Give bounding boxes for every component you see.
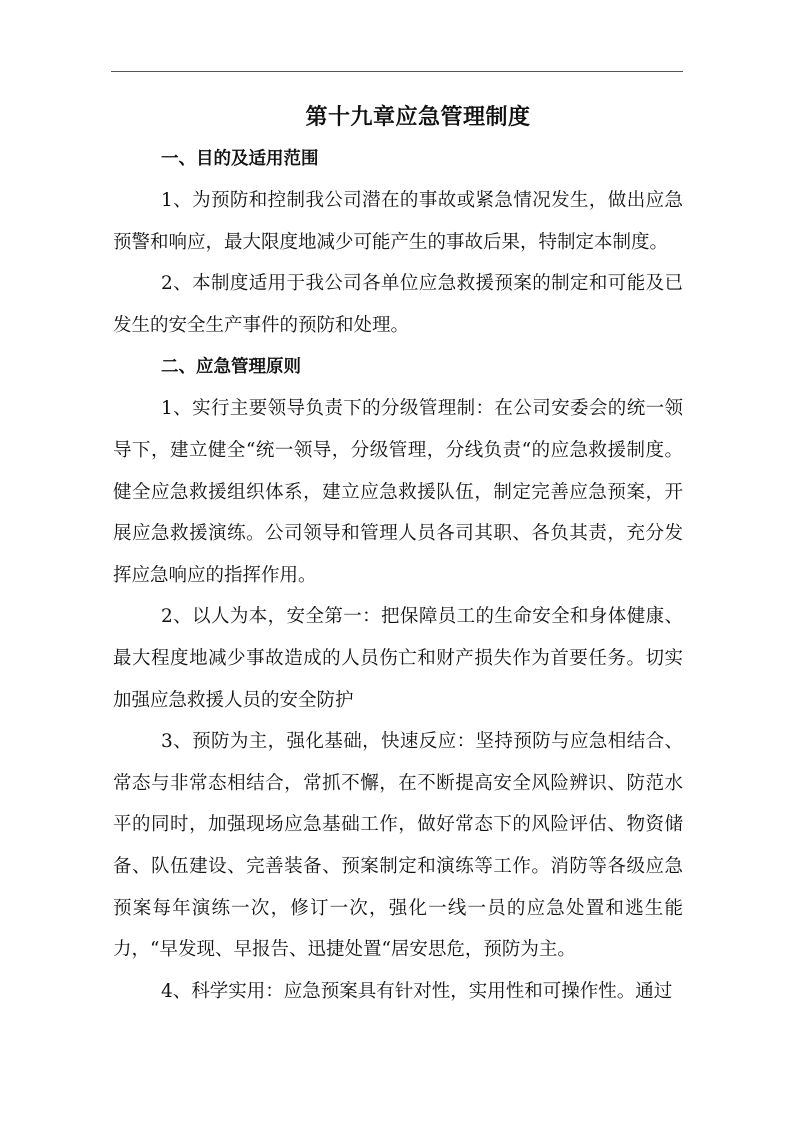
document-title: 第十九章应急管理制度 <box>305 104 531 130</box>
section-principles <box>113 346 683 1012</box>
paragraph: 2、本制度适用于我公司各单位应急救援预案的制定和可能及已发生的安全生产事件的预防和处理。 <box>113 273 683 336</box>
paragraph: 4、科学实用：应急预案具有针对性，实用性和可操作性。通过 <box>161 980 673 1002</box>
section-purpose-scope <box>113 138 683 346</box>
paragraph: 2、以人为本，安全第一：把保障员工的生命安全和身体健康、最大程度地减少事故造成的人员伤亡和财产损失作为首要任务。切实加强应急救援人员的安全防护 <box>113 606 683 711</box>
document-body <box>113 96 683 1012</box>
section-heading: 一、目的及适用范围 <box>161 149 319 169</box>
paragraph: 1、为预防和控制我公司潜在的事故或紧急情况发生，做出应急预警和响应，最大限度地减少可能产生的事故后果，特制定本制度。 <box>113 190 683 253</box>
section-heading: 二、应急管理原则 <box>161 357 301 378</box>
header-rule <box>111 71 683 72</box>
paragraph: 1、实行主要领导负责下的分级管理制：在公司安委会的统一领导下，建立健全“统一领导，分级管理，分线负责“的应急救援制度。健全应急救援组织体系，建立应急救援队伍，制定完善应急预案，开展应急救援演练。公司领导和管理人员各司其职、各负其责，充分发挥应急响应的指挥作用。 <box>113 398 683 586</box>
paragraph: 3、预防为主，强化基础，快速反应：坚持预防与应急相结合、常态与非常态相结合，常抓不懈，在不断提高安全风险辨识、防范水平的同时，加强现场应急基础工作，做好常态下的风险评估、物资储备、队伍建设、完善装备、预案制定和演练等工作。消防等各级应急预案每年演练一次，修订一次，强化一线一员的应急处置和逃生能力，“早发现、早报告、迅捷处置“居安思危，预防为主。 <box>113 731 683 961</box>
